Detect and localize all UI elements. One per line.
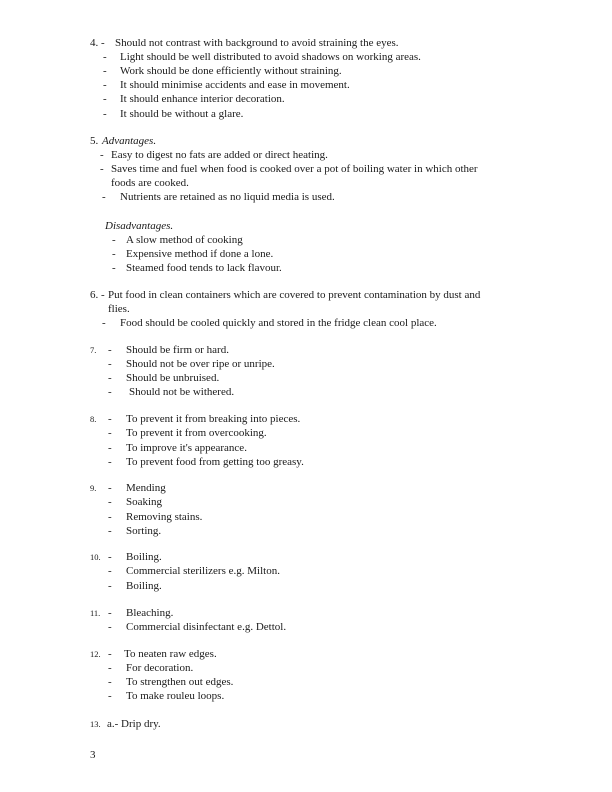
answer-line: Nutrients are retained as no liquid media is used. — [120, 191, 335, 203]
bullet-dash: - — [108, 456, 112, 468]
answer-line: Food should be cooled quickly and stored in the fridge clean cool place. — [120, 317, 437, 329]
answer-line: A slow method of cooking — [126, 234, 243, 246]
answer-line: Boiling. — [126, 551, 162, 563]
question-number: 9. — [90, 483, 97, 493]
bullet-dash: - — [108, 676, 112, 688]
bullet-dash: - — [100, 163, 104, 175]
advantages-heading: Advantages. — [102, 135, 157, 147]
answer-line: Should be firm or hard. — [126, 344, 229, 356]
bullet-dash: - — [108, 565, 112, 577]
bullet-dash: - — [108, 551, 112, 563]
answer-line: To strengthen out edges. — [126, 676, 234, 688]
answer-line-continued: flies. — [108, 303, 130, 315]
answer-line: To prevent it from breaking into pieces. — [126, 413, 301, 425]
answer-line: Bleaching. — [126, 607, 174, 619]
answer-line: It should minimise accidents and ease in movement. — [120, 79, 350, 91]
disadvantages-heading: Disadvantages. — [105, 220, 174, 232]
bullet-dash: - — [108, 427, 112, 439]
bullet-dash: - — [108, 662, 112, 674]
answer-line: Mending — [126, 482, 166, 494]
question-number: 7. — [90, 345, 97, 355]
bullet-dash: - — [112, 262, 116, 274]
bullet-dash: - — [100, 149, 104, 161]
bullet-dash: - — [103, 65, 107, 77]
bullet-dash: - — [108, 482, 112, 494]
answer-line: To improve it's appearance. — [126, 442, 247, 454]
answer-line: Boiling. — [126, 580, 162, 592]
question-number: 11. — [90, 608, 101, 618]
bullet-dash: - — [103, 108, 107, 120]
answer-line: Should be unbruised. — [126, 372, 220, 384]
answer-line: Saves time and fuel when food is cooked over a pot of boiling water in which other — [111, 163, 478, 175]
answer-line: It should be without a glare. — [120, 108, 244, 120]
bullet-dash: - — [108, 344, 112, 356]
bullet-dash: - — [108, 648, 112, 660]
answer-line: To prevent it from overcooking. — [126, 427, 267, 439]
bullet-dash: - — [108, 372, 112, 384]
answer-line: Should not be withered. — [129, 386, 235, 398]
answer-line: Put food in clean containers which are covered to prevent contamination by dust and — [108, 289, 481, 301]
bullet-dash: - — [103, 79, 107, 91]
question-number: 10. — [90, 552, 101, 562]
answer-line: To prevent food from getting too greasy. — [126, 456, 304, 468]
question-number: 12. — [90, 649, 101, 659]
question-number: 8. — [90, 414, 97, 424]
answer-line: Removing stains. — [126, 511, 203, 523]
question-number: 13. — [90, 719, 101, 729]
bullet-dash: - — [103, 51, 107, 63]
answer-line: Work should be done efficiently without straining. — [120, 65, 342, 77]
bullet-dash: - — [108, 413, 112, 425]
answer-line: Commercial disinfectant e.g. Dettol. — [126, 621, 287, 633]
answer-line: a.- Drip dry. — [107, 718, 161, 730]
bullet-dash: - — [108, 607, 112, 619]
answer-line: Should not be over ripe or unripe. — [126, 358, 275, 370]
bullet-dash: - — [108, 525, 112, 537]
bullet-dash: - — [112, 248, 116, 260]
answer-line: Expensive method if done a lone. — [126, 248, 274, 260]
answer-line: To make rouleu loops. — [126, 690, 225, 702]
bullet-dash: - — [102, 191, 106, 203]
answer-line: It should enhance interior decoration. — [120, 93, 285, 105]
answer-line: Soaking — [126, 496, 163, 508]
bullet-dash: - — [108, 386, 112, 398]
bullet-dash: - — [108, 621, 112, 633]
bullet-dash: - — [108, 496, 112, 508]
answer-line: To neaten raw edges. — [124, 648, 217, 660]
answer-line: Commercial sterilizers e.g. Milton. — [126, 565, 280, 577]
answer-line: Light should be well distributed to avoid shadows on working areas. — [120, 51, 421, 63]
bullet-dash: - — [108, 511, 112, 523]
bullet-dash: - — [102, 317, 106, 329]
answer-line: Easy to digest no fats are added or direct heating. — [111, 149, 328, 161]
answer-line: Sorting. — [126, 525, 162, 537]
page-number: 3 — [90, 749, 96, 761]
bullet-dash: - — [108, 442, 112, 454]
question-number: 6. - — [90, 289, 105, 301]
bullet-dash: - — [108, 690, 112, 702]
bullet-dash: - — [108, 580, 112, 592]
bullet-dash: - — [103, 93, 107, 105]
bullet-dash: - — [108, 358, 112, 370]
answer-line: For decoration. — [126, 662, 194, 674]
question-number: 5. — [90, 135, 99, 147]
answer-line-continued: foods are cooked. — [111, 177, 189, 189]
answer-line: Steamed food tends to lack flavour. — [126, 262, 282, 274]
answer-line: Should not contrast with background to avoid straining the eyes. — [115, 37, 399, 49]
bullet-dash: - — [112, 234, 116, 246]
question-number: 4. - — [90, 37, 105, 49]
